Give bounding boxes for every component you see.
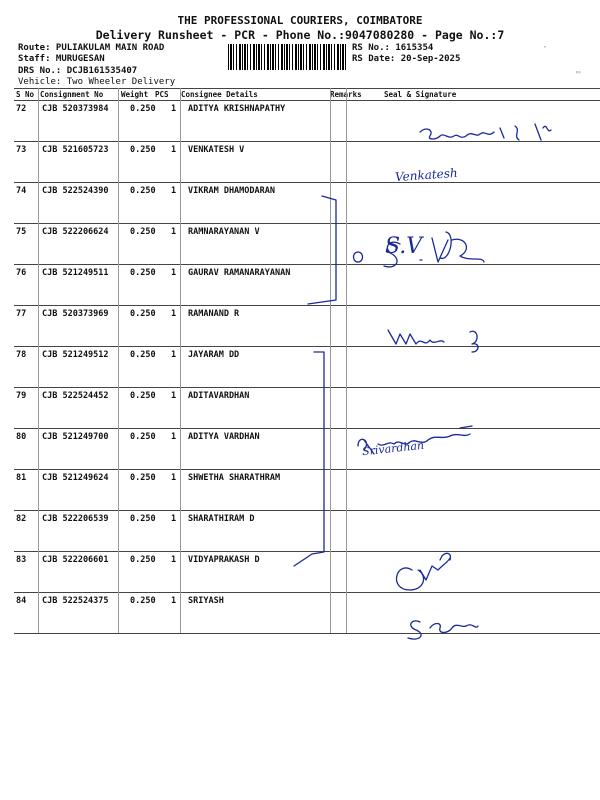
row-pcs: 1 xyxy=(171,555,177,565)
row-consignment: CJB 521249700 xyxy=(42,432,109,442)
row-weight: 0.250 xyxy=(130,145,156,155)
row-pcs: 1 xyxy=(171,391,177,401)
row-sno: 80 xyxy=(16,432,27,442)
row-consignee: GAURAV RAMANARAYANAN xyxy=(188,268,291,278)
row-weight: 0.250 xyxy=(130,104,156,114)
row-pcs: 1 xyxy=(171,227,177,237)
row-pcs: 1 xyxy=(171,145,177,155)
scan-mark: ▭ xyxy=(576,68,581,76)
signature-84 xyxy=(408,621,478,639)
row-weight: 0.250 xyxy=(130,555,156,565)
handwritten-signature: Srivardhan xyxy=(361,438,425,459)
row-weight: 0.250 xyxy=(130,350,156,360)
remarks-bracket-74-76 xyxy=(308,196,336,304)
col-header-sno: S No xyxy=(16,90,35,99)
row-consignment: CJB 520373984 xyxy=(42,104,109,114)
row-sno: 83 xyxy=(16,555,27,565)
row-weight: 0.250 xyxy=(130,391,156,401)
col-header-pcs: PCS xyxy=(155,90,169,99)
route-label: Route: PULIAKULAM MAIN ROAD xyxy=(18,43,165,53)
row-consignee: SRIYASH xyxy=(188,596,224,606)
row-consignee: VIKRAM DHAMODARAN xyxy=(188,186,275,196)
vehicle-label: Vehicle: Two Wheeler Delivery xyxy=(18,77,176,87)
col-header-signature: Seal & Signature xyxy=(384,90,457,99)
row-consignment: CJB 522524375 xyxy=(42,596,109,606)
row-sno: 79 xyxy=(16,391,27,401)
signature-77 xyxy=(388,330,478,352)
row-consignment: CJB 522524390 xyxy=(42,186,109,196)
row-pcs: 1 xyxy=(171,473,177,483)
row-sno: 75 xyxy=(16,227,27,237)
staff-label: Staff: MURUGESAN xyxy=(18,54,105,64)
row-weight: 0.250 xyxy=(130,514,156,524)
row-sno: 84 xyxy=(16,596,27,606)
row-consignee: ADITYA VARDHAN xyxy=(188,432,260,442)
row-pcs: 1 xyxy=(171,104,177,114)
row-consignee: SHWETHA SHARATHRAM xyxy=(188,473,281,483)
signature-83 xyxy=(397,553,451,590)
row-consignment: CJB 522206601 xyxy=(42,555,109,565)
row-consignee: JAYARAM DD xyxy=(188,350,240,360)
handwritten-signature: Venkatesh xyxy=(394,165,459,185)
remarks-bracket-78-83 xyxy=(294,352,324,566)
row-sno: 77 xyxy=(16,309,27,319)
row-sno: 74 xyxy=(16,186,27,196)
row-consignee: RAMANAND R xyxy=(188,309,240,319)
row-pcs: 1 xyxy=(171,350,177,360)
row-weight: 0.250 xyxy=(130,432,156,442)
row-sno: 81 xyxy=(16,473,27,483)
row-consignment: CJB 522206624 xyxy=(42,227,109,237)
rs-number: RS No.: 1615354 xyxy=(352,43,434,53)
row-sno: 78 xyxy=(16,350,27,360)
row-weight: 0.250 xyxy=(130,186,156,196)
row-weight: 0.250 xyxy=(130,268,156,278)
scan-mark: · xyxy=(542,42,549,53)
company-title: THE PROFESSIONAL COURIERS, COIMBATORE xyxy=(177,14,423,27)
remarks-circle-75 xyxy=(354,252,363,262)
row-pcs: 1 xyxy=(171,268,177,278)
row-consignment: CJB 522206539 xyxy=(42,514,109,524)
signature-72 xyxy=(420,124,551,140)
row-weight: 0.250 xyxy=(130,309,156,319)
row-pcs: 1 xyxy=(171,309,177,319)
row-consignee: RAMNARAYANAN V xyxy=(188,227,260,237)
rs-date: RS Date: 20-Sep-2025 xyxy=(352,54,461,64)
row-consignee: VENKATESH V xyxy=(188,145,245,155)
row-weight: 0.250 xyxy=(130,473,156,483)
row-sno: 82 xyxy=(16,514,27,524)
row-weight: 0.250 xyxy=(130,227,156,237)
row-pcs: 1 xyxy=(171,514,177,524)
row-consignee: ADITAVARDHAN xyxy=(188,391,250,401)
col-header-weight: Weight xyxy=(121,90,149,99)
row-consignment: CJB 521605723 xyxy=(42,145,109,155)
row-sno: 72 xyxy=(16,104,27,114)
row-pcs: 1 xyxy=(171,186,177,196)
row-consignee: ADITYA KRISHNAPATHY xyxy=(188,104,286,114)
row-consignment: CJB 521249511 xyxy=(42,268,109,278)
col-header-consignee: Consignee Details xyxy=(181,90,258,99)
row-consignment: CJB 522524452 xyxy=(42,391,109,401)
row-weight: 0.250 xyxy=(130,596,156,606)
row-sno: 76 xyxy=(16,268,27,278)
handwritten-signature: S.V xyxy=(385,234,423,259)
row-consignee: VIDYAPRAKASH D xyxy=(188,555,260,565)
col-header-remarks: Remarks xyxy=(330,90,362,99)
row-sno: 73 xyxy=(16,145,27,155)
row-pcs: 1 xyxy=(171,432,177,442)
col-header-consignment: Consignment No xyxy=(40,90,104,99)
row-consignment: CJB 520373969 xyxy=(42,309,109,319)
runsheet-subtitle: Delivery Runsheet - PCR - Phone No.:9047080280 - Page No.:7 xyxy=(95,28,505,42)
row-consignment: CJB 521249624 xyxy=(42,473,109,483)
row-pcs: 1 xyxy=(171,596,177,606)
row-consignee: SHARATHIRAM D xyxy=(188,514,255,524)
row-consignment: CJB 521249512 xyxy=(42,350,109,360)
drs-label: DRS No.: DCJB161535407 xyxy=(18,66,138,76)
